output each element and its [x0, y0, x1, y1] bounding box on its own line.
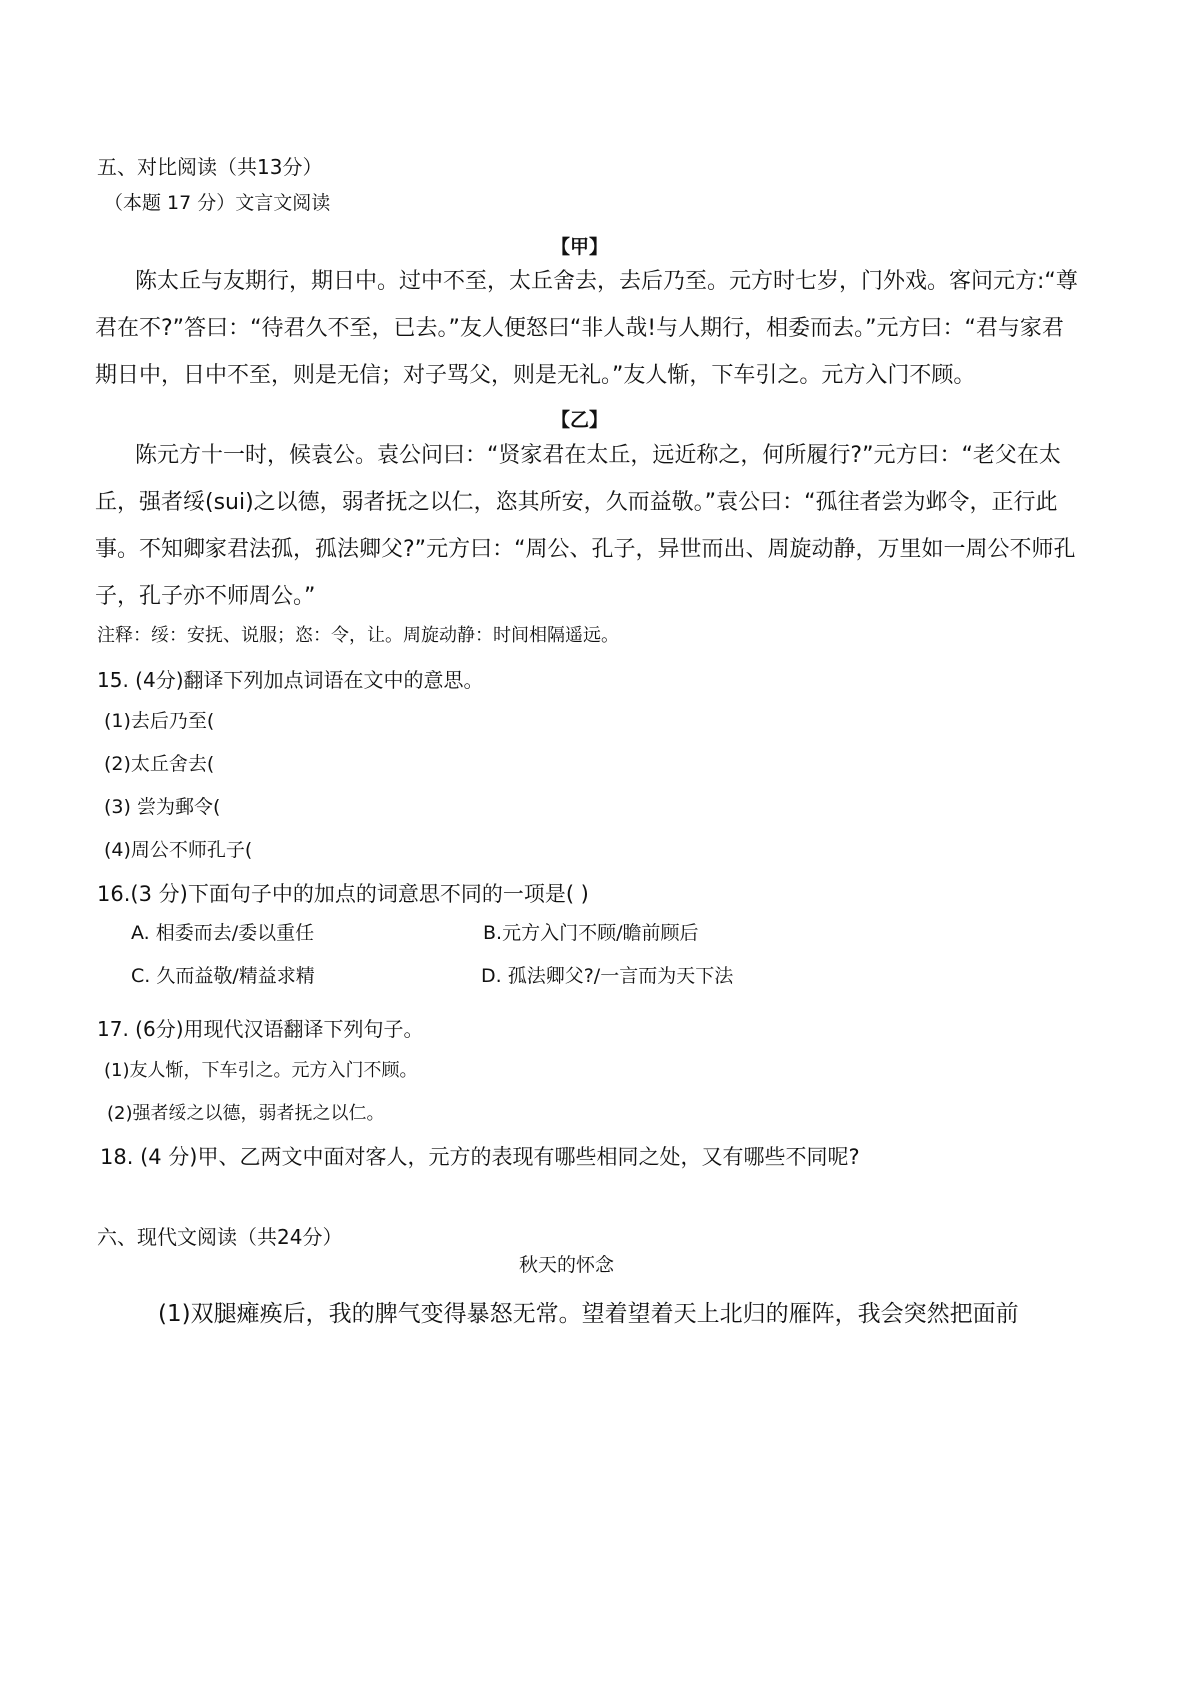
- question-15-item: (3) 尝为郵令(: [104, 796, 221, 818]
- question-16-option-d: D. 孤法卿父?/一言而为天下法: [481, 965, 734, 987]
- article-paragraph: (1)双腿瘫痪后，我的脾气变得暴怒无常。望着望着天上北归的雁阵，我会突然把面前: [158, 1301, 1019, 1327]
- section-subheading: （本题 17 分）文言文阅读: [104, 192, 331, 214]
- question-15-item: (2)太丘舍去(: [104, 753, 215, 775]
- question-16-stem: 16.(3 分)下面句子中的加点的词意思不同的一项是( ): [97, 882, 589, 906]
- question-17-stem: 17. (6分)用现代汉语翻译下列句子。: [97, 1017, 424, 1041]
- passage-yi-text: [95, 432, 1105, 620]
- passage-title-jia: 【甲】: [551, 236, 609, 258]
- passage-line: 陈太丘与友期行，期日中。过中不至，太丘舍去，去后乃至。元方时七岁，门外戏。客问元方:“尊: [135, 269, 1078, 294]
- question-16-option-b: B.元方入门不顾/瞻前顾后: [483, 922, 699, 944]
- question-15-stem: 15. (4分)翻译下列加点词语在文中的意思。: [97, 668, 484, 692]
- section-heading: 六、现代文阅读（共24分）: [97, 1225, 343, 1249]
- question-15-item: (4)周公不师孔子(: [104, 839, 253, 861]
- passage-line: 陈元方十一时，候袁公。袁公问曰：“贤家君在太丘，远近称之，何所履行?”元方曰：“老父在太: [135, 443, 1061, 468]
- section-heading: 五、对比阅读（共13分）: [97, 155, 323, 179]
- question-17-item: (1)友人惭，下车引之。元方入门不顾。: [104, 1060, 418, 1081]
- passage-title-yi: 【乙】: [551, 409, 609, 431]
- passage-line: 丘，强者绥(sui)之以德，弱者抚之以仁，恣其所安，久而益敬。”袁公曰：“孤往者尝为邺令，正行此: [95, 490, 1058, 515]
- passage-line: 君在不?”答曰：“待君久不至，已去。”友人便怒曰“非人哉!与人期行，相委而去。”元方曰：“君与家君: [95, 316, 1064, 341]
- passage-line: 期日中，日中不至，则是无信；对子骂父，则是无礼。”友人惭，下车引之。元方入门不顾。: [95, 363, 976, 388]
- article-title: 秋天的怀念: [519, 1254, 615, 1276]
- passage-line: 事。不知卿家君法孤，孤法卿父?”元方曰：“周公、孔子，异世而出、周旋动静，万里如一周公不师孔: [95, 537, 1076, 562]
- question-15-item: (1)去后乃至(: [104, 710, 215, 732]
- question-16-option-c: C. 久而益敬/精益求精: [131, 965, 315, 987]
- question-18-stem: 18. (4 分)甲、乙两文中面对客人，元方的表现有哪些相同之处，又有哪些不同呢?: [100, 1145, 860, 1169]
- question-17-item: (2)强者绥之以德，弱者抚之以仁。: [107, 1103, 385, 1124]
- passage-jia-text: [95, 258, 1105, 399]
- question-16-option-a: A. 相委而去/委以重任: [131, 922, 315, 944]
- passage-line: 子，孔子亦不师周公。”: [95, 584, 316, 609]
- annotation-notes: 注释：绥：安抚、说服；恣：令，让。周旋动静：时间相隔遥远。: [97, 625, 619, 646]
